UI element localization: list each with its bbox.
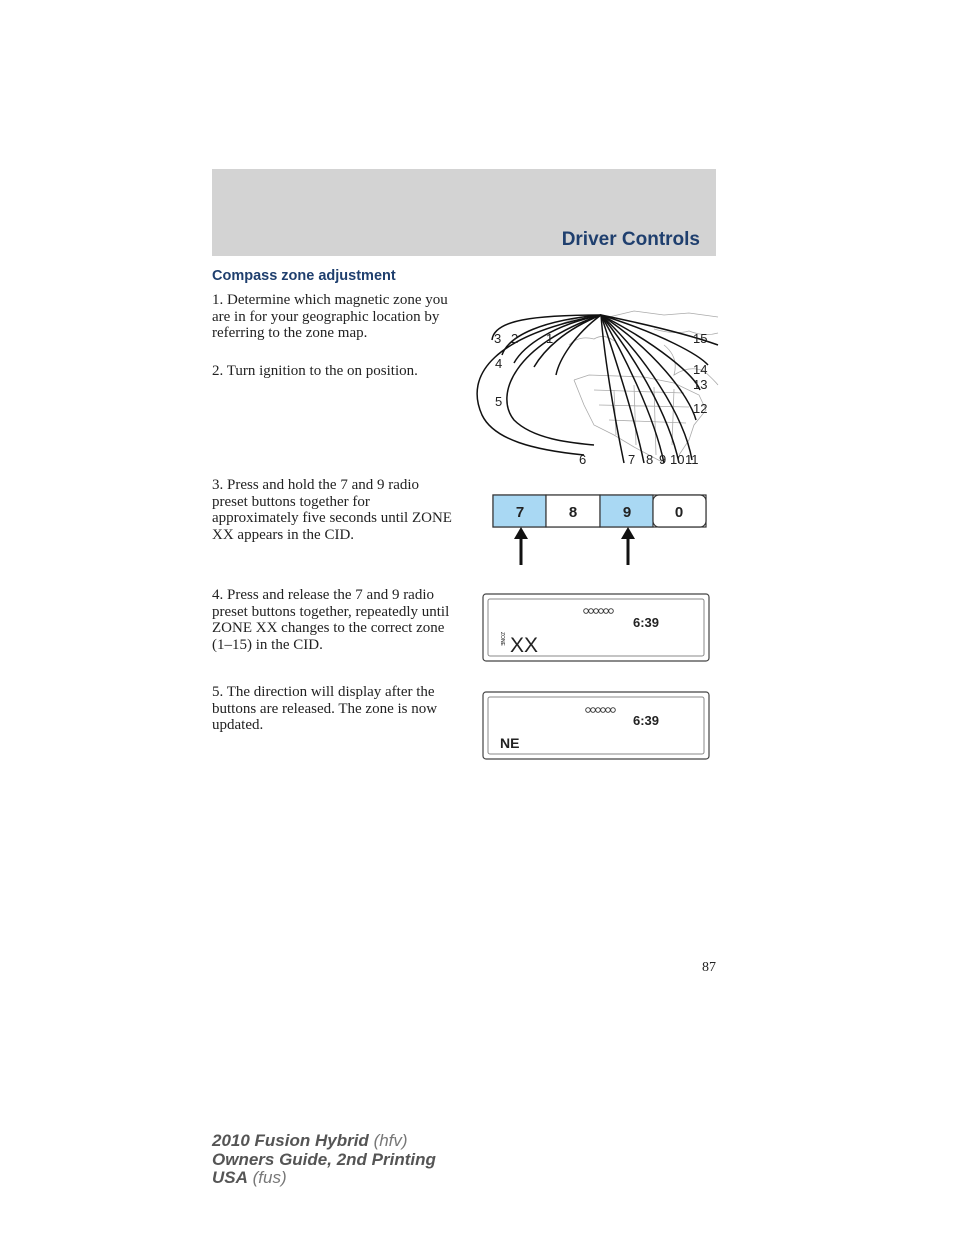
clock-time: 6:39 <box>633 713 660 728</box>
subheading: Compass zone adjustment <box>212 268 396 284</box>
footer-line-1 <box>212 1132 436 1151</box>
zone-label-6: 6 <box>579 452 587 467</box>
zone-label-12: 12 <box>693 401 708 416</box>
zone-label-13: 13 <box>693 377 708 392</box>
section-title: Driver Controls <box>561 229 700 250</box>
footer-line-3 <box>212 1169 436 1188</box>
page-number: 87 <box>702 960 716 975</box>
zone-vertical-label: ZONE <box>499 632 505 646</box>
arrow-up-icon <box>514 527 528 565</box>
zone-label-9: 9 <box>659 452 667 467</box>
arrow-up-icon <box>621 527 635 565</box>
zone-value: XX <box>510 634 539 657</box>
preset-label-7: 7 <box>515 504 525 521</box>
zone-label-10: 10 <box>670 452 685 467</box>
zone-label-11: 11 <box>685 452 699 467</box>
header-band <box>212 169 716 256</box>
step-3: 3. Press and hold the 7 and 9 radio preset buttons together for approximately five seconds until ZONE XX appears in the CID. <box>212 477 452 543</box>
zone-label-1: 1 <box>546 331 554 346</box>
step-2: 2. Turn ignition to the on position. <box>212 363 418 379</box>
preset-label-0: 0 <box>674 504 684 521</box>
preset-label-9: 9 <box>622 504 632 521</box>
zone-label-7: 7 <box>628 452 636 467</box>
footer-model: 2010 Fusion Hybrid <box>212 1131 369 1150</box>
zone-label-14: 14 <box>693 362 708 377</box>
zone-label-4: 4 <box>495 356 503 371</box>
footer-market: USA <box>212 1168 248 1187</box>
zone-label-15: 15 <box>693 331 708 346</box>
step-5: 5. The direction will display after the buttons are released. The zone is now updated. <box>212 684 438 733</box>
direction-value: NE <box>500 735 520 751</box>
clock-time: 6:39 <box>633 615 660 630</box>
footer <box>212 1132 436 1188</box>
cid-display-direction <box>482 691 710 761</box>
step-4: 4. Press and release the 7 and 9 radio preset buttons together, repeatedly until ZONE XX changes to the correct zone (1–15) in the CID. <box>212 587 450 653</box>
footer-model-code: (hfv) <box>373 1131 408 1150</box>
zone-label-2: 2 <box>511 331 519 346</box>
zone-label-3: 3 <box>494 331 502 346</box>
footer-line-2 <box>212 1151 436 1170</box>
footer-market-code: (fus) <box>252 1168 287 1187</box>
preset-label-8: 8 <box>568 504 578 521</box>
preset-buttons-figure <box>484 493 710 569</box>
zone-map <box>474 305 720 470</box>
cid-display-zone <box>482 593 710 663</box>
footer-guide: Owners Guide, 2nd Printing <box>212 1149 436 1169</box>
step-1: 1. Determine which magnetic zone you are in for your geographic location by referring to the zone map. <box>212 292 448 341</box>
zone-label-5: 5 <box>495 394 503 409</box>
zone-label-8: 8 <box>646 452 654 467</box>
